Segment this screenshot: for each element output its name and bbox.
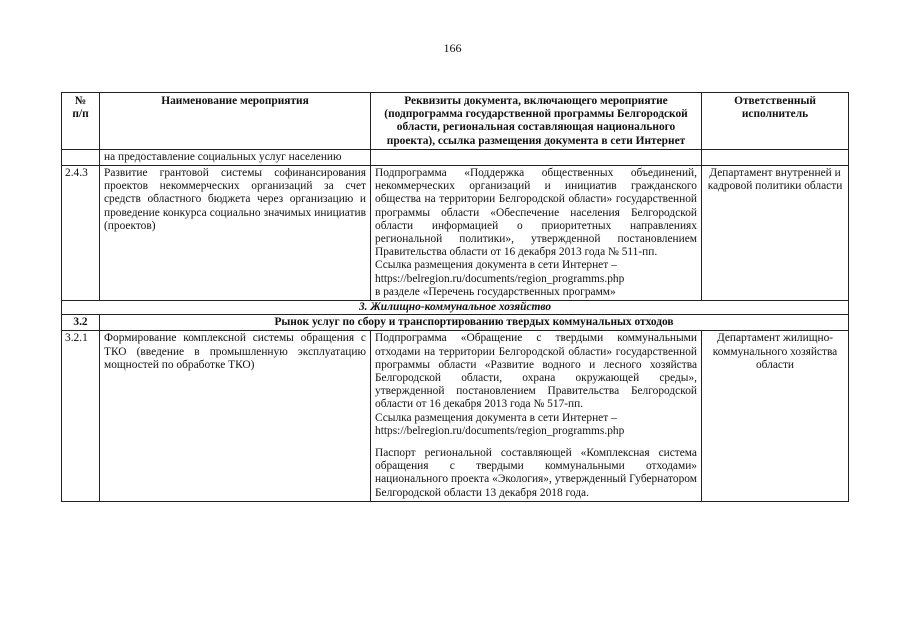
row-243-doc-text: Подпрограмма «Поддержка общественных объединений, некоммерческих организаций и инициатив гражданского общества на территории Белгородской области» государственной программы области «Обеспечение населения Белгородской области информацией о приоритетных направлениях региональной политики», утвержденной постановлением Правительства области от 16 декабря 2013 года № 511-пп.: [375, 167, 697, 259]
row-321-doc-text: Подпрограмма «Обращение с твердыми коммунальными отходами на территории Белгородской области» государственной программы области «Развитие водного и лесного хозяйства Белгородской области, охрана окружающей среды», утвержденной постановлением Правительства Белгородской области от 16 декабря 2013 года № 517-пп.: [375, 332, 697, 411]
row-243-number: 2.4.3: [62, 166, 100, 301]
header-name: Наименование мероприятия: [100, 93, 371, 150]
row-32-title: Рынок услуг по сбору и транспортированию твердых коммунальных отходов: [100, 315, 849, 331]
row-321-document: [371, 331, 702, 501]
header-document: Реквизиты документа, включающего мероприятие (подпрограмма государственной программы Белгородской области, региональная составляющая национального проекта), ссылка размещения документа в сети Интернет: [371, 93, 702, 150]
table-row: [62, 149, 849, 165]
section-3-title: 3. Жилищно-коммунальное хозяйство: [62, 301, 849, 315]
table-header-row: [62, 93, 849, 150]
header-executor: Ответственный исполнитель: [702, 93, 849, 150]
table-row: [62, 331, 849, 501]
row-321-passport: Паспорт региональной составляющей «Комплексная система обращения с твердыми коммунальными отходами» национального проекта «Экология», утвержденный Губернатором Белгородской области 13 декабря 2018 года.: [375, 447, 697, 499]
header-number: № п/п: [62, 93, 100, 150]
row-243-link-section: в разделе «Перечень государственных программ»: [375, 285, 616, 298]
table-row: [62, 315, 849, 331]
row-243-document: [371, 166, 702, 301]
row-cont-name: на предоставление социальных услуг населению: [100, 149, 371, 165]
row-243-link-url[interactable]: https://belregion.ru/documents/region_programms.php: [375, 272, 625, 285]
spacer: [375, 438, 697, 447]
row-321-executor: Департамент жилищно-коммунального хозяйства области: [702, 331, 849, 501]
row-321-name: Формирование комплексной системы обращения с ТКО (введение в промышленную эксплуатацию мощностей по обработке ТКО): [100, 331, 371, 501]
table-row: [62, 166, 849, 301]
row-321-number: 3.2.1: [62, 331, 100, 501]
row-243-link-label: Ссылка размещения документа в сети Интернет –: [375, 259, 617, 272]
page-number: 166: [443, 41, 462, 55]
row-32-number: 3.2: [62, 315, 100, 331]
measures-table: [61, 92, 849, 502]
row-321-link-label: Ссылка размещения документа в сети Интернет –: [375, 411, 617, 424]
row-243-name: Развитие грантовой системы софинансирования проектов некоммерческих организаций за счет средств областного бюджета через организацию и проведение конкурса социально значимых инициатив (проектов): [100, 166, 371, 301]
row-321-link-url[interactable]: https://belregion.ru/documents/region_programms.php: [375, 424, 625, 437]
section-row: [62, 301, 849, 315]
row-243-executor: Департамент внутренней и кадровой политики области: [702, 166, 849, 301]
